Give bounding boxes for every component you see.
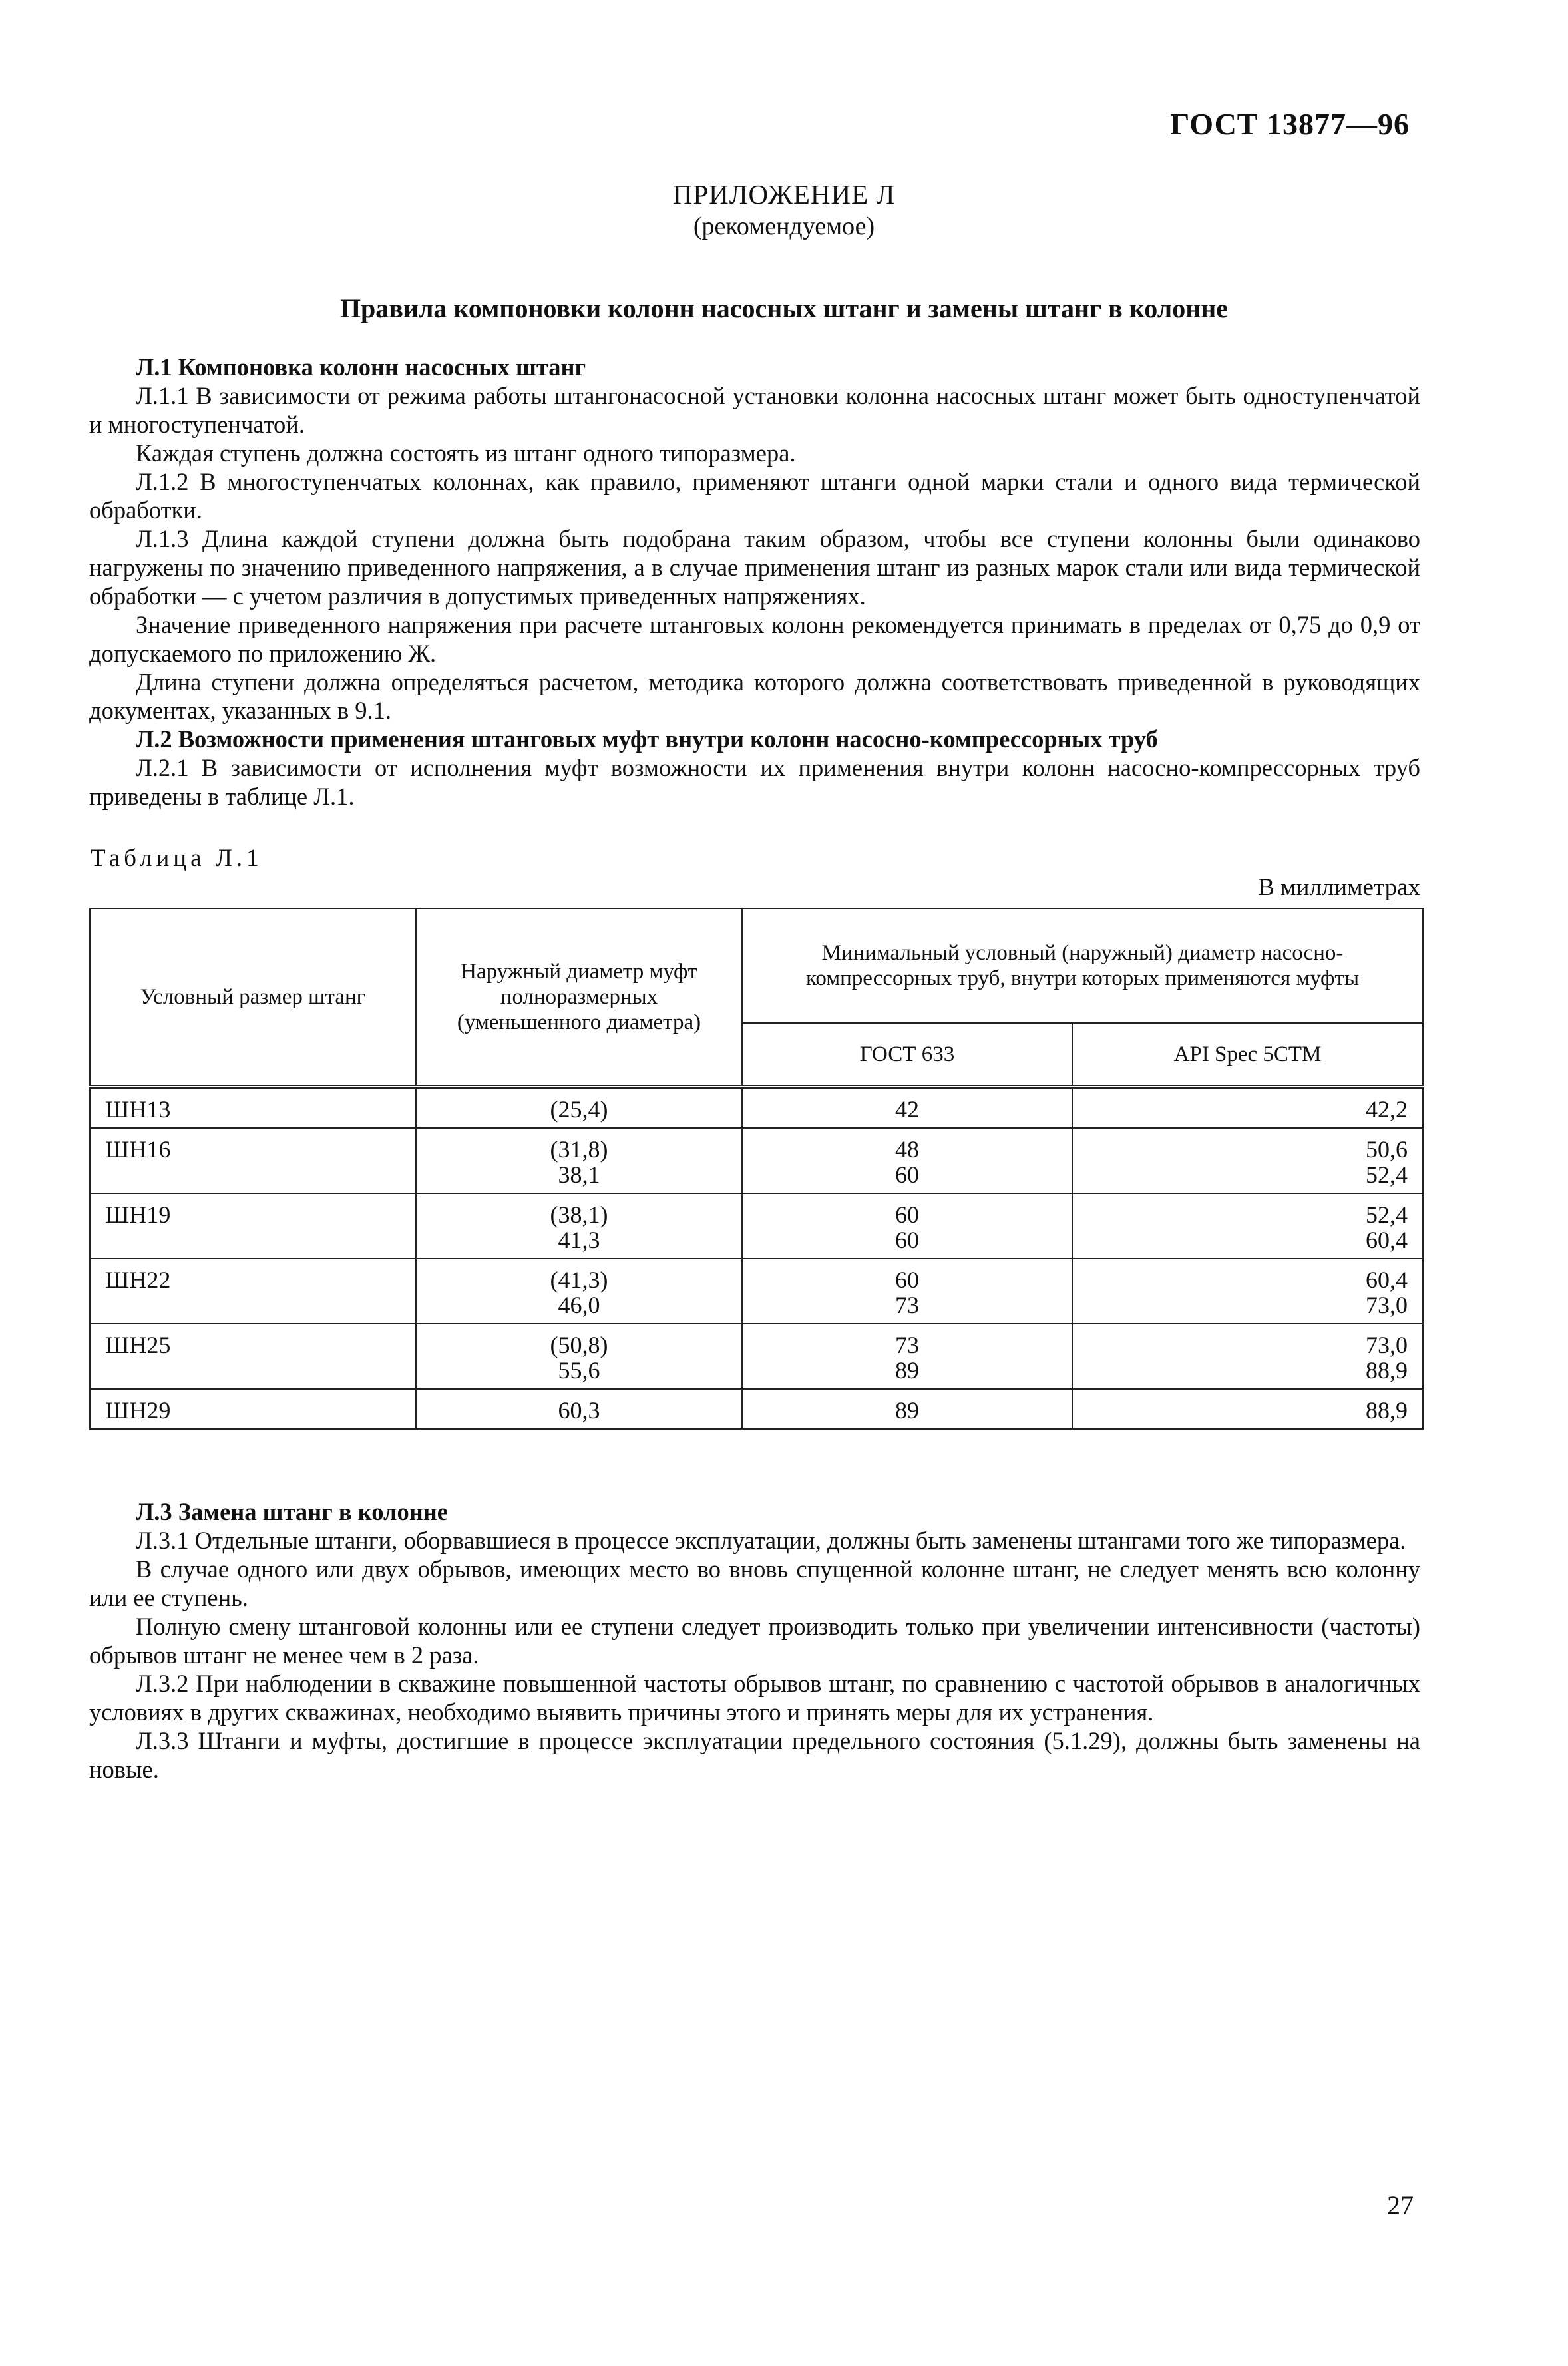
table-units: В миллиметрах [1258,874,1420,901]
paragraph: Л.3.3 Штанги и муфты, достигшие в процессе эксплуатации предельного состояния (5.1.29), должны быть заменены на новые. [89,1727,1420,1783]
cell-outer: (41,3) 46,0 [416,1259,742,1324]
cell-api: 88,9 [1072,1389,1423,1429]
paragraph: Л.1.3 Длина каждой ступени должна быть подобрана таким образом, чтобы все ступени колонны были одинаково нагружены по значению приведенного напряжения, а в случае применения штанг из разных марок стали или вида термической обработки — с учетом различия в допустимых приведенных напряжениях. [89,525,1420,610]
appendix-title: ПРИЛОЖЕНИЕ Л [672,179,896,210]
appendix-heading: Правила компоновки колонн насосных штанг и замены штанг в колонне [339,294,1229,323]
table-row [90,1324,1423,1389]
sections-1-2 [89,353,1420,811]
cell-outer: (25,4) [416,1087,742,1128]
cell-size: ШН13 [90,1087,416,1128]
paragraph: Л.3.2 При наблюдении в скважине повышенной частоты обрывов штанг, по сравнению с частотой обрывов в аналогичных условиях в других скважинах, необходимо выявить причины этого и принять меры для их устранения. [89,1670,1420,1726]
cell-outer: 60,3 [416,1389,742,1429]
paragraph: Длина ступени должна определяться расчетом, методика которого должна соответствовать приведенной в руководящих документах, указанных в 9.1. [89,668,1420,724]
table-row [90,1259,1423,1324]
table-row [90,1087,1423,1128]
paragraph: В случае одного или двух обрывов, имеющих место во вновь спущенной колонне штанг, не следует менять всю колонну или ее ступень. [89,1555,1420,1611]
cell-api: 60,4 73,0 [1072,1259,1423,1324]
page-number: 27 [1387,2190,1414,2220]
table-row [90,1389,1423,1429]
table-row [90,1128,1423,1193]
paragraph: Каждая ступень должна состоять из штанг одного типоразмера. [136,439,796,467]
table-caption: Таблица Л.1 [91,845,263,872]
cell-size: ШН16 [90,1128,416,1193]
header-outer-diameter: Наружный диаметр муфт полноразмерных (уменьшенного диаметра) [416,908,742,1087]
cell-api: 42,2 [1072,1087,1423,1128]
paragraph: Л.3.1 Отдельные штанги, оборвавшиеся в процессе эксплуатации, должны быть заменены штангами того же типоразмера. [136,1527,1406,1554]
cell-size: ШН19 [90,1193,416,1259]
section-3 [89,1497,1420,1784]
cell-size: ШН29 [90,1389,416,1429]
appendix-subtitle: (рекомендуемое) [693,212,875,240]
cell-outer: (31,8) 38,1 [416,1128,742,1193]
paragraph: Полную смену штанговой колонны или ее ступени следует производить только при увеличении интенсивности (частоты) обрывов штанг не менее чем в 2 раза. [89,1613,1420,1669]
section-heading: Л.2 Возможности применения штанговых муфт внутри колонн насосно-компрессорных труб [136,725,1158,753]
cell-gost: 60 60 [742,1193,1072,1259]
header-min-diameter: Минимальный условный (наружный) диаметр насосно-компрессорных труб, внутри которых применяются муфты [742,908,1423,1023]
paragraph: Л.1.2 В многоступенчатых колоннах, как правило, применяют штанги одной марки стали и одного вида термической обработки. [89,468,1420,524]
data-table [89,908,1424,1430]
paragraph: Л.2.1 В зависимости от исполнения муфт возможности их применения внутри колонн насосно-компрессорных труб приведены в таблице Л.1. [89,754,1420,810]
cell-size: ШН25 [90,1324,416,1389]
cell-outer: (50,8) 55,6 [416,1324,742,1389]
cell-api: 73,0 88,9 [1072,1324,1423,1389]
header-api: API Spec 5CTM [1072,1023,1423,1087]
cell-gost: 42 [742,1087,1072,1128]
section-heading: Л.1 Компоновка колонн насосных штанг [136,353,586,381]
cell-gost: 60 73 [742,1259,1072,1324]
header-gost: ГОСТ 633 [742,1023,1072,1087]
paragraph: Значение приведенного напряжения при расчете штанговых колонн рекомендуется принимать в пределах от 0,75 до 0,9 от допускаемого по приложению Ж. [89,611,1420,667]
table-row [90,1193,1423,1259]
cell-outer: (38,1) 41,3 [416,1193,742,1259]
cell-api: 52,4 60,4 [1072,1193,1423,1259]
paragraph: Л.1.1 В зависимости от режима работы штангонасосной установки колонна насосных штанг может быть одноступенчатой и многоступенчатой. [89,382,1420,438]
cell-size: ШН22 [90,1259,416,1324]
cell-api: 50,6 52,4 [1072,1128,1423,1193]
cell-gost: 48 60 [742,1128,1072,1193]
section-heading: Л.3 Замена штанг в колонне [136,1498,448,1525]
cell-gost: 89 [742,1389,1072,1429]
standard-number: ГОСТ 13877—96 [1170,107,1410,141]
header-size: Условный размер штанг [90,908,416,1087]
cell-gost: 73 89 [742,1324,1072,1389]
